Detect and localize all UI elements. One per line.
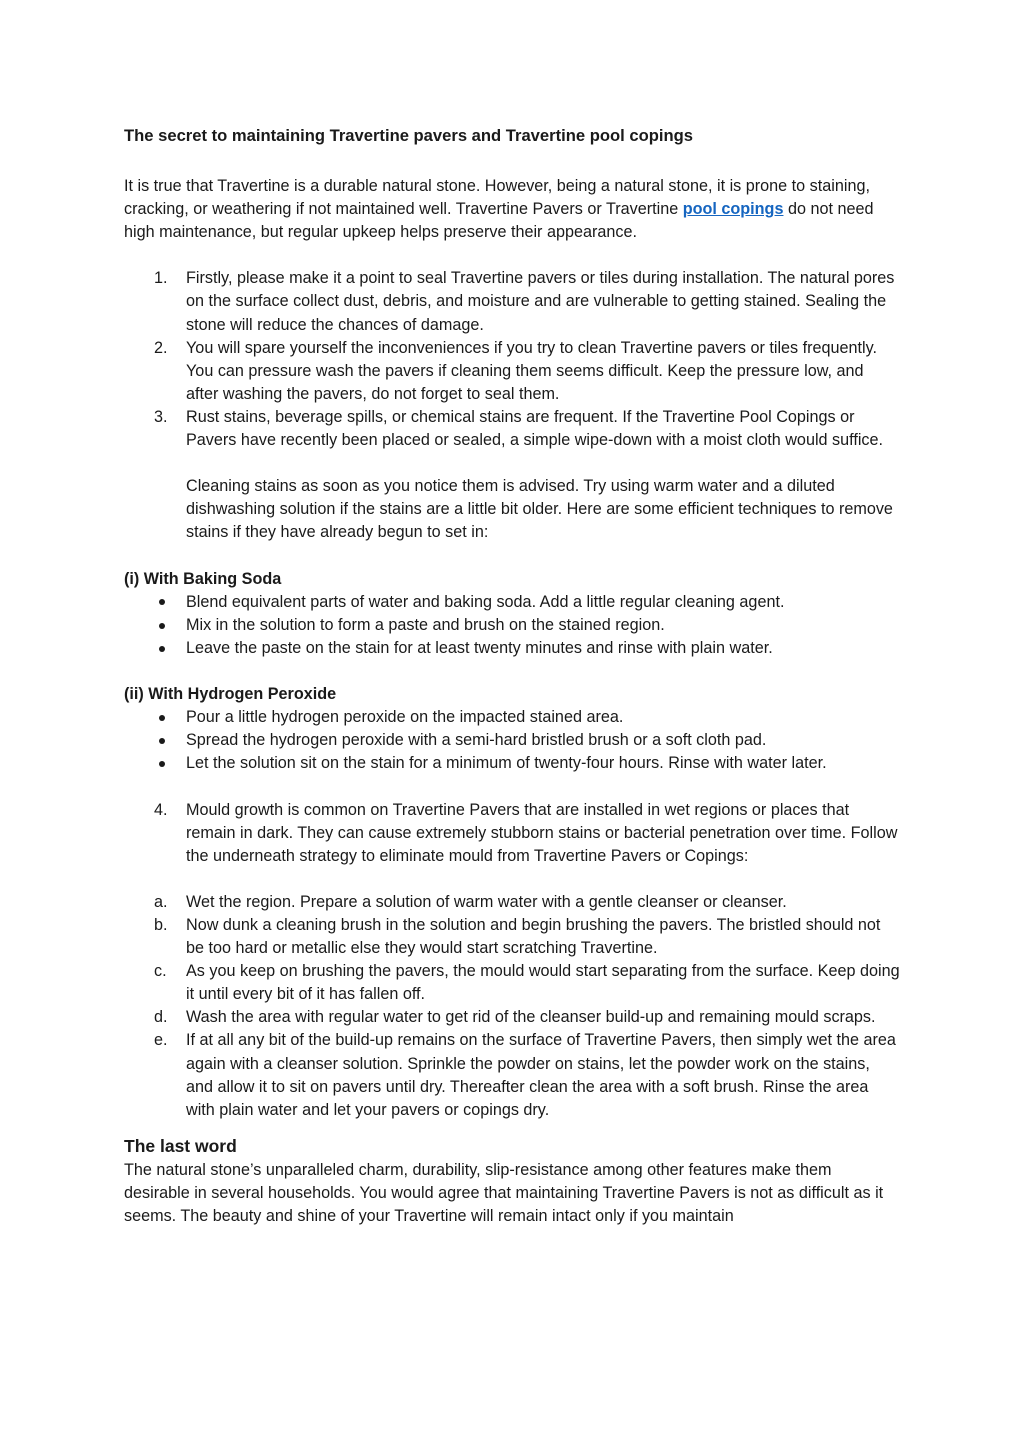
list-item-text: Pour a little hydrogen peroxide on the impacted stained area. bbox=[186, 708, 624, 727]
list-marker: 1. bbox=[154, 269, 168, 288]
intro-text-after: do not need high maintenance, but regular upkeep helps preserve their appearance. bbox=[124, 200, 874, 242]
list-item bbox=[124, 591, 900, 614]
list-item-text: As you keep on brushing the pavers, the mould would start separating from the surface. Keep doing it until every bit of it has fallen off. bbox=[186, 962, 900, 1004]
numbered-list bbox=[124, 267, 900, 452]
bullet-icon bbox=[159, 729, 165, 752]
list-marker: 2. bbox=[154, 338, 168, 357]
list-item bbox=[124, 637, 900, 660]
lettered-list bbox=[124, 891, 900, 1122]
intro-paragraph bbox=[124, 175, 900, 244]
list-item bbox=[124, 614, 900, 637]
list-item bbox=[124, 891, 900, 914]
pool-copings-link[interactable]: pool copings bbox=[682, 200, 784, 219]
list-item-text: Now dunk a cleaning brush in the solution and begin brushing the pavers. The bristled should not be too hard or metallic else they would start scratching Travertine. bbox=[186, 916, 881, 958]
list-marker: 4. bbox=[154, 800, 168, 819]
list-item-text: Wash the area with regular water to get rid of the cleanser build-up and remaining mould scraps. bbox=[186, 1008, 876, 1027]
list-item-text: Blend equivalent parts of water and baking soda. Add a little regular cleaning agent. bbox=[186, 592, 785, 611]
list-item bbox=[124, 752, 900, 775]
list-marker: a. bbox=[154, 892, 168, 911]
list-item bbox=[124, 1006, 900, 1029]
bullet-icon bbox=[159, 706, 165, 729]
list-marker: 3. bbox=[154, 407, 168, 426]
list-marker: c. bbox=[154, 962, 167, 981]
list-item-text: You will spare yourself the inconveniences if you try to clean Travertine pavers or tiles frequently. You can pressure wash the pavers if cleaning them seems difficult. Keep the pressure low, and after washing the pavers, do not forget to seal them. bbox=[186, 338, 878, 403]
list-item-text: Let the solution sit on the stain for a minimum of twenty-four hours. Rinse with water later. bbox=[186, 754, 827, 773]
stain-advice-paragraph: Cleaning stains as soon as you notice them is advised. Try using warm water and a diluted dishwashing solution if the stains are a little bit older. Here are some efficient techniques to remove stains if they have already begun to set in: bbox=[186, 477, 893, 542]
baking-soda-list bbox=[124, 591, 900, 660]
list-item bbox=[124, 706, 900, 729]
bullet-icon bbox=[159, 591, 165, 614]
list-item-text: Firstly, please make it a point to seal Travertine pavers or tiles during installation. The natural pores on the surface collect dust, debris, and moisture and are vulnerable to getting stained. Sealing the stone will reduce the chances of damage. bbox=[186, 269, 895, 334]
intro-text-before: It is true that Travertine is a durable natural stone. However, being a natural stone, it is prone to staining, cracking, or weathering if not maintained well. Travertine Pavers or Travertine bbox=[124, 177, 870, 219]
list-item-text: Wet the region. Prepare a solution of warm water with a gentle cleanser or cleanser. bbox=[186, 892, 787, 911]
list-item bbox=[124, 1029, 900, 1121]
baking-soda-heading: (i) With Baking Soda bbox=[124, 569, 282, 588]
list-marker: d. bbox=[154, 1008, 168, 1027]
bullet-icon bbox=[159, 614, 165, 637]
list-item bbox=[124, 914, 900, 960]
list-item-text: Leave the paste on the stain for at least twenty minutes and rinse with plain water. bbox=[186, 638, 773, 657]
list-item bbox=[124, 729, 900, 752]
list-item-text: Rust stains, beverage spills, or chemical stains are frequent. If the Travertine Pool Copings or Pavers have recently been placed or sealed, a simple wipe-down with a moist cloth would suffice. bbox=[186, 407, 884, 450]
list-marker: b. bbox=[154, 916, 168, 934]
list-item bbox=[124, 337, 900, 406]
document-title: The secret to maintaining Travertine pavers and Travertine pool copings bbox=[124, 126, 693, 145]
bullet-icon bbox=[159, 752, 165, 775]
list-item bbox=[124, 406, 900, 452]
document-page bbox=[124, 124, 900, 1228]
list-item bbox=[124, 960, 900, 1006]
list-item-text: Spread the hydrogen peroxide with a semi-hard bristled brush or a soft cloth pad. bbox=[186, 731, 767, 750]
bullet-icon bbox=[159, 637, 165, 660]
list-item bbox=[124, 799, 900, 868]
last-word-paragraph: The natural stone’s unparalleled charm, durability, slip-resistance among other features make them desirable in several households. You would agree that maintaining Travertine Pavers is not as difficult as it seems. The beauty and shine of your Travertine will remain intact only if you maintain bbox=[124, 1160, 884, 1226]
hydrogen-peroxide-heading: (ii) With Hydrogen Peroxide bbox=[124, 685, 337, 704]
list-item-text: Mould growth is common on Travertine Pavers that are installed in wet regions or places that remain in dark. They can cause extremely stubborn stains or bacterial penetration over time. Follow the underneath strategy to eliminate mould from Travertine Pavers or Copings: bbox=[186, 800, 898, 865]
list-item bbox=[124, 267, 900, 336]
list-item-text: Mix in the solution to form a paste and brush on the stained region. bbox=[186, 615, 665, 634]
list-marker: e. bbox=[154, 1031, 168, 1050]
last-word-heading: The last word bbox=[124, 1135, 237, 1156]
list-item-text: If at all any bit of the build-up remains on the surface of Travertine Pavers, then simply wet the area again with a cleanser solution. Sprinkle the powder on stains, let the powder work on the stains, and allow it to sit on pavers until dry. Thereafter clean the area with a soft brush. Rinse the area with plain water and let your pavers or copings dry. bbox=[186, 1031, 896, 1119]
hydrogen-peroxide-list bbox=[124, 706, 900, 775]
